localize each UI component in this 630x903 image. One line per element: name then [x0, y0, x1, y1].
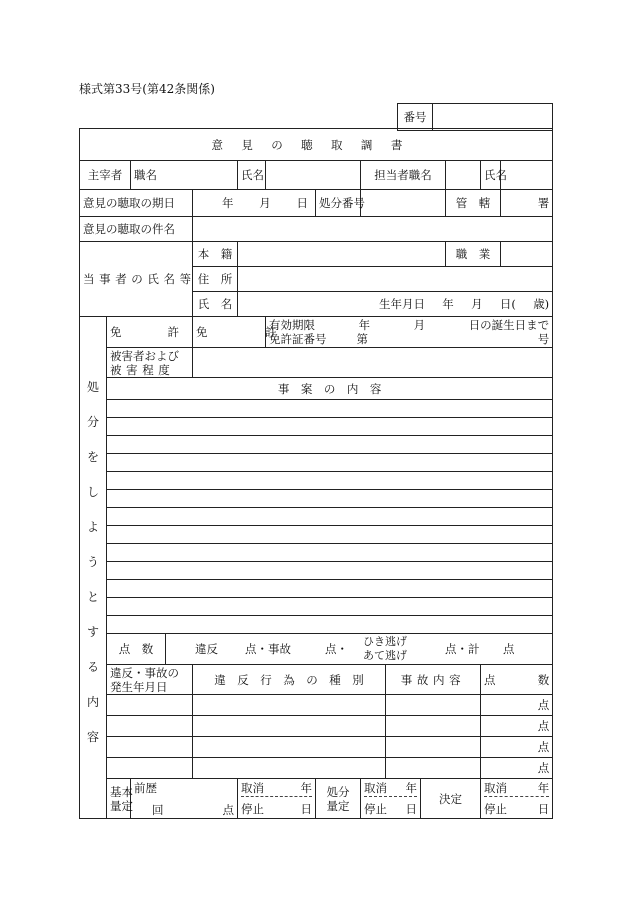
facts-line[interactable]	[107, 616, 553, 634]
party-label: 当事者の氏名等	[80, 242, 193, 317]
disposal-cancel-suspend-field[interactable]	[361, 779, 421, 819]
disposal-year-unit: 年	[405, 781, 417, 795]
point-total: 点・計	[445, 642, 480, 656]
hit-run-line1: ひき逃げ	[363, 635, 407, 648]
accident-content-label: 事故内容	[386, 665, 481, 695]
occupation-field[interactable]	[501, 242, 553, 267]
party-name-label: 氏 名	[193, 292, 238, 317]
birth-month: 月	[471, 297, 483, 311]
host-position-field[interactable]	[193, 161, 238, 190]
decision-suspend-label: 停止	[484, 802, 507, 816]
occurrence-date-field[interactable]	[107, 695, 193, 716]
disposal-cancel-label: 取消	[364, 781, 387, 795]
jurisdiction-field[interactable]	[501, 190, 553, 217]
number-box	[397, 103, 553, 131]
accident-label: 点・事故	[245, 642, 291, 656]
occurrence-date-field[interactable]	[107, 737, 193, 758]
occurrence-date-label	[107, 665, 193, 695]
vertical-char: を	[86, 449, 99, 464]
vertical-char: う	[86, 554, 99, 569]
base-day-unit: 日	[300, 802, 312, 816]
points-unit: 点	[537, 740, 550, 754]
base-cancel-suspend-field[interactable]	[238, 779, 316, 819]
victim-label-line2: 被害程度	[110, 362, 175, 377]
valid-until: 日の誕生日まで	[468, 318, 550, 332]
host-name-field[interactable]	[266, 161, 361, 190]
domicile-label: 本 籍	[193, 242, 238, 267]
points-header	[481, 665, 553, 695]
disposal-suspend-label: 停止	[364, 802, 387, 816]
violation-type-label: 違 反 行 為 の 種 別	[193, 665, 386, 695]
license-label: 免 許	[107, 317, 193, 348]
staff-position-field[interactable]	[446, 161, 481, 190]
facts-line[interactable]	[107, 598, 553, 616]
license-details[interactable]	[266, 317, 553, 348]
points-unit: 点	[537, 761, 550, 775]
occurrence-date-field[interactable]	[107, 758, 193, 779]
jurisdiction-label: 管 轄	[446, 190, 501, 217]
hearing-date-month: 月	[259, 196, 271, 210]
number-value-field[interactable]	[433, 104, 553, 131]
vertical-char: 処	[86, 379, 99, 394]
victim-label	[107, 348, 193, 378]
decision-day-unit: 日	[537, 802, 550, 816]
disposal-vertical-label	[80, 317, 107, 819]
case-number-label: 処分番号	[316, 190, 361, 217]
accident-content-field[interactable]	[386, 695, 481, 716]
facts-line[interactable]	[107, 562, 553, 580]
violation-type-field[interactable]	[193, 737, 386, 758]
violation-points-field[interactable]	[481, 737, 553, 758]
case-number-field[interactable]	[361, 190, 446, 217]
points-header-left: 点	[484, 672, 496, 687]
hearing-record-form	[79, 128, 553, 819]
domicile-field[interactable]	[238, 242, 446, 267]
point-dot: 点・	[325, 642, 348, 656]
violation-label: 違反	[195, 642, 218, 656]
number-label: 番号	[398, 104, 433, 131]
vertical-char: し	[86, 484, 99, 499]
license-type-field[interactable]: 免 許	[193, 317, 266, 348]
violation-type-field[interactable]	[193, 695, 386, 716]
hit-run-label	[363, 635, 445, 663]
points-label: 点 数	[107, 634, 166, 665]
valid-label: 有効期限	[269, 318, 315, 332]
facts-line[interactable]	[107, 580, 553, 598]
points-unit: 点	[537, 698, 550, 712]
vertical-char: 容	[86, 729, 99, 744]
decision-label: 決定	[421, 779, 481, 819]
form-title: 意見の聴取調書	[80, 129, 553, 161]
points-field[interactable]	[166, 634, 553, 665]
disposal-label-line2: 量定	[326, 798, 350, 813]
victim-label-line1: 被害者および	[110, 348, 179, 363]
address-label: 住 所	[193, 267, 238, 292]
facts-title: 事 案 の 内 容	[107, 378, 553, 400]
point-end: 点	[503, 642, 515, 656]
facts-line[interactable]	[107, 544, 553, 562]
facts-line[interactable]	[107, 418, 553, 436]
hearing-subject-label: 意見の聴取の件名	[80, 217, 193, 242]
accident-content-field[interactable]	[386, 737, 481, 758]
birth-label: 生年月日	[379, 297, 425, 311]
violation-points-field[interactable]	[481, 695, 553, 716]
vertical-char: す	[86, 624, 99, 639]
base-suspend-label: 停止	[241, 802, 264, 816]
facts-line[interactable]	[107, 454, 553, 472]
base-quantification-label	[107, 779, 131, 819]
vertical-char: よ	[86, 519, 99, 534]
points-header-right: 数	[537, 672, 550, 687]
host-name-label: 氏名	[238, 161, 266, 190]
facts-line[interactable]	[107, 472, 553, 490]
history-label: 前歴	[134, 780, 157, 795]
occupation-label: 職 業	[446, 242, 501, 267]
occurrence-date-line1: 違反・事故の	[110, 665, 179, 680]
hearing-date-label: 意見の聴取の期日	[80, 190, 193, 217]
accident-content-field[interactable]	[386, 758, 481, 779]
violation-points-field[interactable]	[481, 716, 553, 737]
disposal-day-unit: 日	[405, 802, 417, 816]
valid-month: 月	[413, 318, 426, 332]
license-no-label: 免許証番号	[269, 332, 327, 346]
hearing-date-day: 日	[296, 196, 308, 210]
hearing-date-year: 年	[222, 196, 234, 210]
vertical-char: 分	[86, 414, 99, 429]
victim-field[interactable]	[193, 348, 553, 378]
base-label-line2: 量定	[110, 798, 133, 813]
facts-line[interactable]	[107, 436, 553, 454]
form-number: 様式第33号(第42条関係)	[79, 82, 215, 96]
base-cancel-label: 取消	[241, 781, 264, 795]
history-field[interactable]	[131, 779, 238, 819]
host-position-label: 職名	[131, 161, 193, 190]
decision-year-unit: 年	[537, 781, 550, 795]
host-label: 主宰者	[80, 161, 131, 190]
base-label-line1: 基本	[110, 784, 133, 799]
history-points-unit: 点	[222, 802, 234, 817]
facts-line[interactable]	[107, 508, 553, 526]
license-no-suffix: 号	[537, 332, 550, 346]
birth-day: 日(	[499, 297, 516, 311]
hearing-date-field[interactable]	[193, 190, 316, 217]
license-no-prefix: 第	[356, 332, 368, 346]
occurrence-date-line2: 発生年月日	[110, 679, 168, 694]
decision-cancel-label: 取消	[484, 781, 507, 795]
violation-type-field[interactable]	[193, 758, 386, 779]
vertical-char: と	[86, 589, 99, 604]
vertical-char: 内	[86, 694, 99, 709]
times-unit: 回	[152, 802, 164, 817]
staff-name-label: 氏名	[481, 161, 501, 190]
staff-position-label: 担当者職名	[361, 161, 446, 190]
facts-line[interactable]	[107, 526, 553, 544]
disposal-label-line1: 処分	[326, 784, 350, 799]
party-name-field[interactable]	[238, 292, 553, 317]
violation-type-field[interactable]	[193, 716, 386, 737]
hearing-subject-field[interactable]	[193, 217, 553, 242]
station-suffix: 署	[537, 196, 550, 210]
staff-name-field[interactable]	[501, 161, 553, 190]
decision-cancel-suspend-field[interactable]	[481, 779, 553, 819]
address-field[interactable]	[238, 267, 553, 292]
occurrence-date-field[interactable]	[107, 716, 193, 737]
base-year-unit: 年	[300, 781, 312, 795]
birth-year: 年	[442, 297, 454, 311]
facts-line[interactable]	[107, 400, 553, 418]
hit-run-line2: あて逃げ	[363, 649, 407, 662]
accident-content-field[interactable]	[386, 716, 481, 737]
vertical-char: る	[86, 659, 99, 674]
valid-year: 年	[358, 318, 371, 332]
facts-line[interactable]	[107, 490, 553, 508]
disposal-quantification-label	[316, 779, 361, 819]
age-suffix: 歳)	[533, 297, 550, 311]
violation-points-field[interactable]	[481, 758, 553, 779]
points-unit: 点	[537, 719, 550, 733]
